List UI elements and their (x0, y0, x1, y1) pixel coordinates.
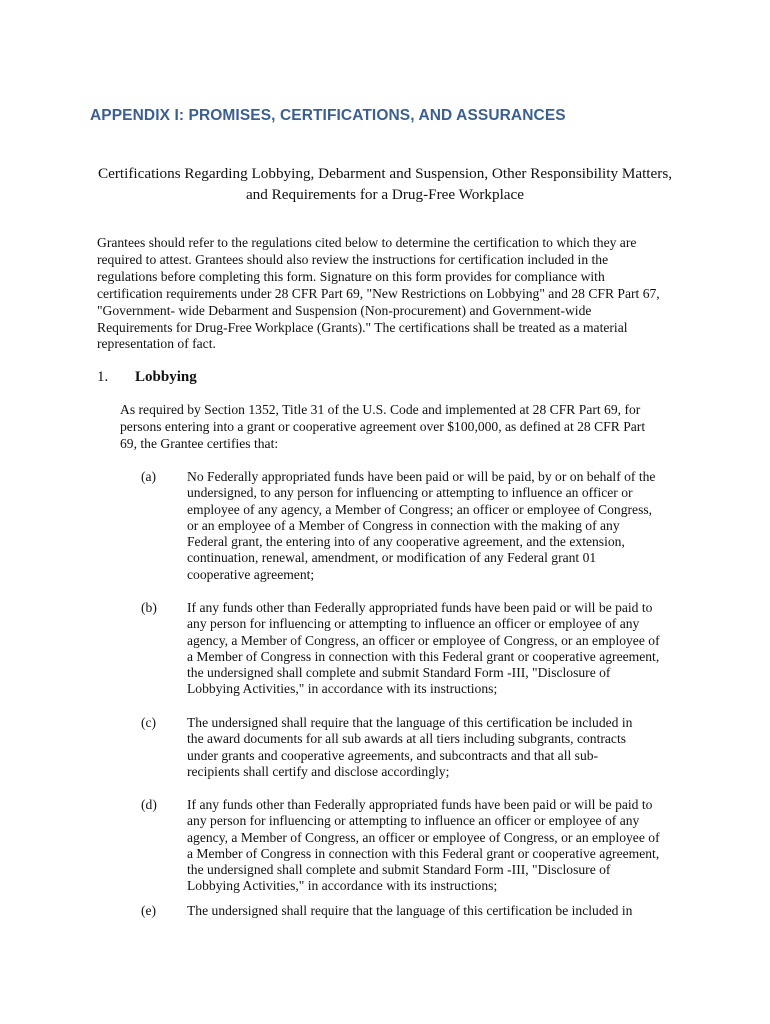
item-label: (e) (141, 903, 157, 918)
intro-line: "Government- wide Debarment and Suspension (Non-procurement) and Government-wide (97, 302, 592, 318)
intro-line: certification requirements under 28 CFR Part 69, "New Restrictions on Lobbying" and 28 CFR Part 67, (97, 285, 660, 301)
item-line: a Member of Congress in connection with this Federal grant or cooperative agreement, (187, 845, 660, 861)
item-line: No Federally appropriated funds have been paid or will be paid, by or on behalf of the (187, 469, 656, 484)
certification-subtitle (90, 163, 680, 205)
item-line: Federal grant, the entering into of any cooperative agreement, and the extension, (187, 534, 625, 550)
item-label: (d) (141, 797, 157, 812)
intro-line: Grantees should refer to the regulations cited below to determine the certification to which they are (97, 235, 637, 250)
lead-line: As required by Section 1352, Title 31 of the U.S. Code and implemented at 28 CFR Part 69, for (120, 402, 641, 417)
item-text (187, 715, 687, 780)
item-label: (b) (141, 600, 157, 615)
item-line: continuation, renewal, amendment, or modification of any Federal grant 01 (187, 550, 597, 566)
section-number: 1. (97, 369, 109, 385)
item-text (187, 600, 687, 698)
intro-line: Requirements for Drug-Free Workplace (Grants)." The certifications shall be treated as a material (97, 319, 628, 335)
intro-line: required to attest. Grantees should also review the instructions for certification included in the (97, 251, 609, 267)
item-line: The undersigned shall require that the language of this certification be included in (187, 903, 633, 918)
lead-line: 69, the Grantee certifies that: (120, 435, 279, 451)
item-label: (a) (141, 469, 157, 484)
item-label: (c) (141, 715, 157, 730)
lead-line: persons entering into a grant or cooperative agreement over $100,000, as defined at 28 CFR Part (120, 418, 646, 434)
intro-line: representation of fact. (97, 336, 216, 352)
item-line: If any funds other than Federally appropriated funds have been paid or will be paid to (187, 600, 653, 615)
section-title: Lobbying (135, 369, 197, 385)
item-line: Lobbying Activities," in accordance with its instructions; (187, 878, 498, 894)
subtitle-line: and Requirements for a Drug-Free Workplace (245, 186, 525, 203)
item-text (187, 797, 687, 895)
item-line: the undersigned shall complete and submit Standard Form -III, "Disclosure of (187, 665, 611, 681)
item-line: any person for influencing or attempting to influence an officer or employee of any (187, 616, 640, 632)
item-line: employee of any agency, a Member of Congress; an officer or employee of Congress, (187, 501, 653, 517)
intro-line: regulations before completing this form. Signature on this form provides for compliance with (97, 268, 605, 284)
item-line: The undersigned shall require that the language of this certification be included in (187, 715, 633, 730)
item-line: under grants and cooperative agreements, and subcontracts and that all sub- (187, 747, 599, 763)
item-line: agency, a Member of Congress, an officer or employee of Congress, or an employee of (187, 632, 660, 648)
item-text (187, 469, 687, 583)
item-text (187, 903, 687, 919)
item-line: undersigned, to any person for influencing or attempting to influence an officer or (187, 485, 633, 501)
item-line: or an employee of a Member of Congress in connection with the making of any (187, 517, 620, 533)
intro-paragraph (97, 235, 687, 353)
item-line: recipients shall certify and disclose accordingly; (187, 763, 450, 779)
item-line: a Member of Congress in connection with this Federal grant or cooperative agreement, (187, 648, 660, 664)
item-line: Lobbying Activities," in accordance with its instructions; (187, 681, 498, 697)
appendix-title: APPENDIX I: PROMISES, CERTIFICATIONS, AND ASSURANCES (90, 107, 566, 124)
item-line: If any funds other than Federally appropriated funds have been paid or will be paid to (187, 797, 653, 812)
item-line: cooperative agreement; (187, 566, 315, 582)
subtitle-line: Certifications Regarding Lobbying, Debarment and Suspension, Other Responsibility Matters, (97, 165, 673, 182)
section-lead-paragraph (120, 402, 680, 453)
item-line: agency, a Member of Congress, an officer or employee of Congress, or an employee of (187, 829, 660, 845)
item-line: the award documents for all sub awards at all tiers including subgrants, contracts (187, 731, 627, 747)
item-line: the undersigned shall complete and submit Standard Form -III, "Disclosure of (187, 862, 611, 878)
item-line: any person for influencing or attempting to influence an officer or employee of any (187, 813, 640, 829)
